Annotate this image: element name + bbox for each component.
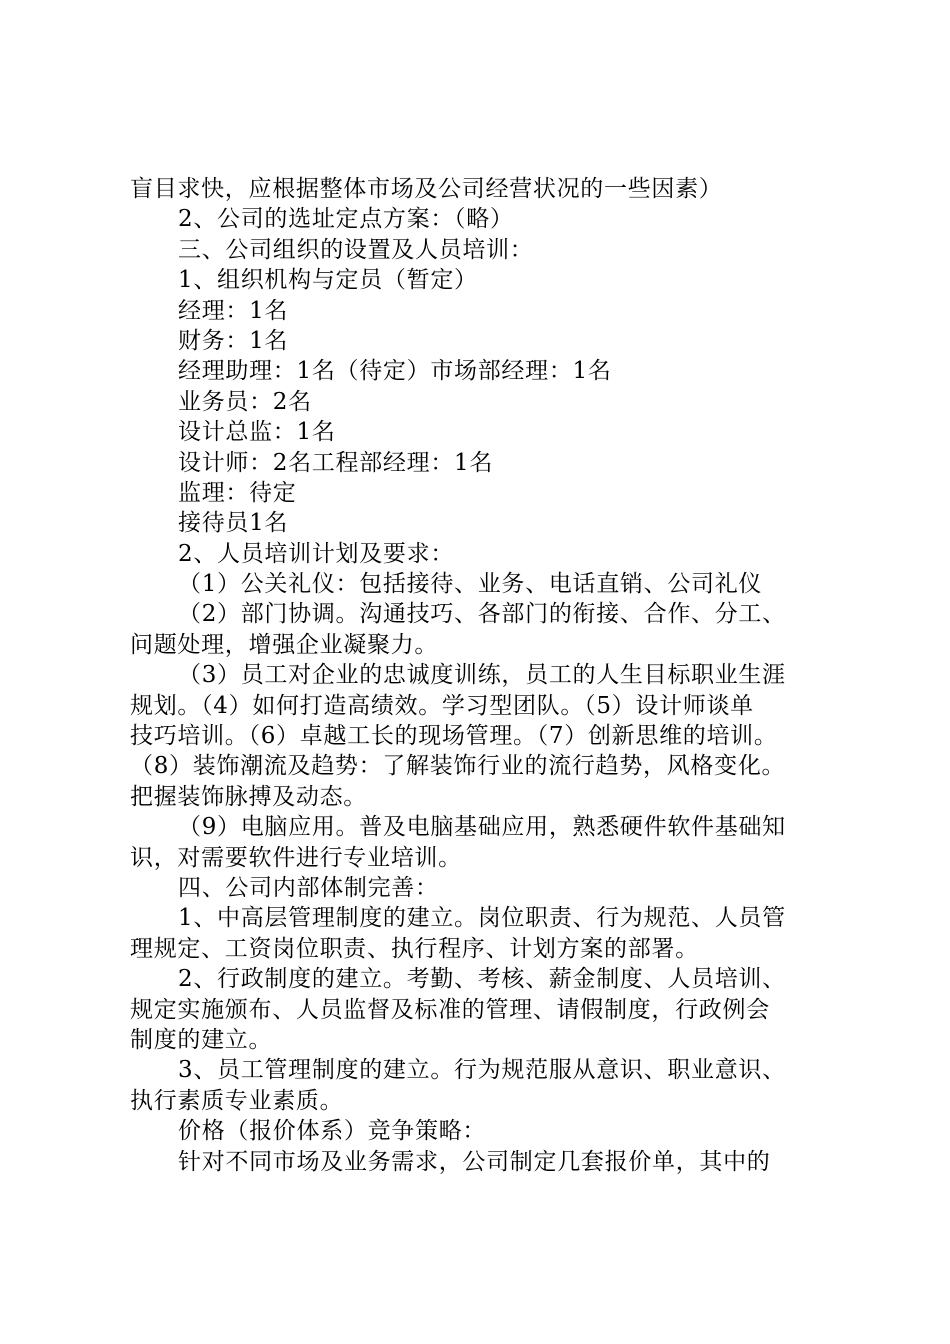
staff-item: 设计总监：1名 xyxy=(178,419,336,446)
paragraph-line: （3）员工对企业的忠诚度训练，员工的人生目标职业生涯 xyxy=(178,662,786,689)
paragraph-line: 把握装饰脉搏及动态。 xyxy=(130,783,367,810)
subsection-heading: 2、人员培训计划及要求： xyxy=(178,540,455,567)
section-heading: 三、公司组织的设置及人员培训： xyxy=(178,236,534,263)
staff-item: 财务：1名 xyxy=(178,327,289,354)
paragraph-line: 1、中高层管理制度的建立。岗位职责、行为规范、人员管 xyxy=(178,905,786,932)
paragraph-line: 制度的建立。 xyxy=(130,1026,273,1053)
paragraph-line: 盲目求快，应根据整体市场及公司经营状况的一些因素） xyxy=(130,176,723,202)
staff-item: 设计师：2名工程部经理：1名 xyxy=(178,449,494,476)
paragraph-line: 规划。（4）如何打造高绩效。学习型团队。（5）设计师谈单 xyxy=(130,692,754,719)
paragraph-line: 识，对需要软件进行专业培训。 xyxy=(130,844,462,871)
paragraph-line: （1）公关礼仪：包括接待、业务、电话直销、公司礼仪 xyxy=(178,571,763,598)
paragraph-line: 执行素质专业素质。 xyxy=(130,1087,344,1114)
paragraph-line: （9）电脑应用。普及电脑基础应用，熟悉硬件软件基础知 xyxy=(178,814,786,841)
paragraph-line: 针对不同市场及业务需求，公司制定几套报价单，其中的 xyxy=(178,1148,771,1175)
section-heading: 四、公司内部体制完善： xyxy=(178,874,439,901)
paragraph-line: 2、行政制度的建立。考勤、考核、薪金制度、人员培训、 xyxy=(178,966,786,993)
section-heading: 价格（报价体系）竞争策略： xyxy=(178,1118,487,1145)
paragraph-line: 3、员工管理制度的建立。行为规范服从意识、职业意识、 xyxy=(178,1057,786,1084)
staff-item: 经理助理：1名（待定）市场部经理：1名 xyxy=(178,358,612,385)
paragraph-line: （8）装饰潮流及趋势：了解装饰行业的流行趋势，风格变化。 xyxy=(130,753,786,780)
paragraph-line: 技巧培训。（6）卓越工长的现场管理。（7）创新思维的培训。 xyxy=(130,723,778,750)
staff-item: 经理：1名 xyxy=(178,297,289,324)
document-body xyxy=(130,174,840,1177)
paragraph-line: 2、公司的选址定点方案：（略） xyxy=(178,206,514,233)
paragraph-line: 规定实施颁布、人员监督及标准的管理、请假制度，行政例会 xyxy=(130,996,770,1023)
paragraph-line: 理规定、工资岗位职责、执行程序、计划方案的部署。 xyxy=(130,935,699,962)
staff-item: 业务员：2名 xyxy=(178,388,312,415)
subsection-heading: 1、组织机构与定员（暂定） xyxy=(178,267,478,294)
paragraph-line: （2）部门协调。沟通技巧、各部门的衔接、合作、分工、 xyxy=(178,601,786,628)
paragraph-line: 问题处理，增强企业凝聚力。 xyxy=(130,631,439,658)
staff-item: 接待员1名 xyxy=(178,510,289,537)
staff-item: 监理：待定 xyxy=(178,479,297,506)
